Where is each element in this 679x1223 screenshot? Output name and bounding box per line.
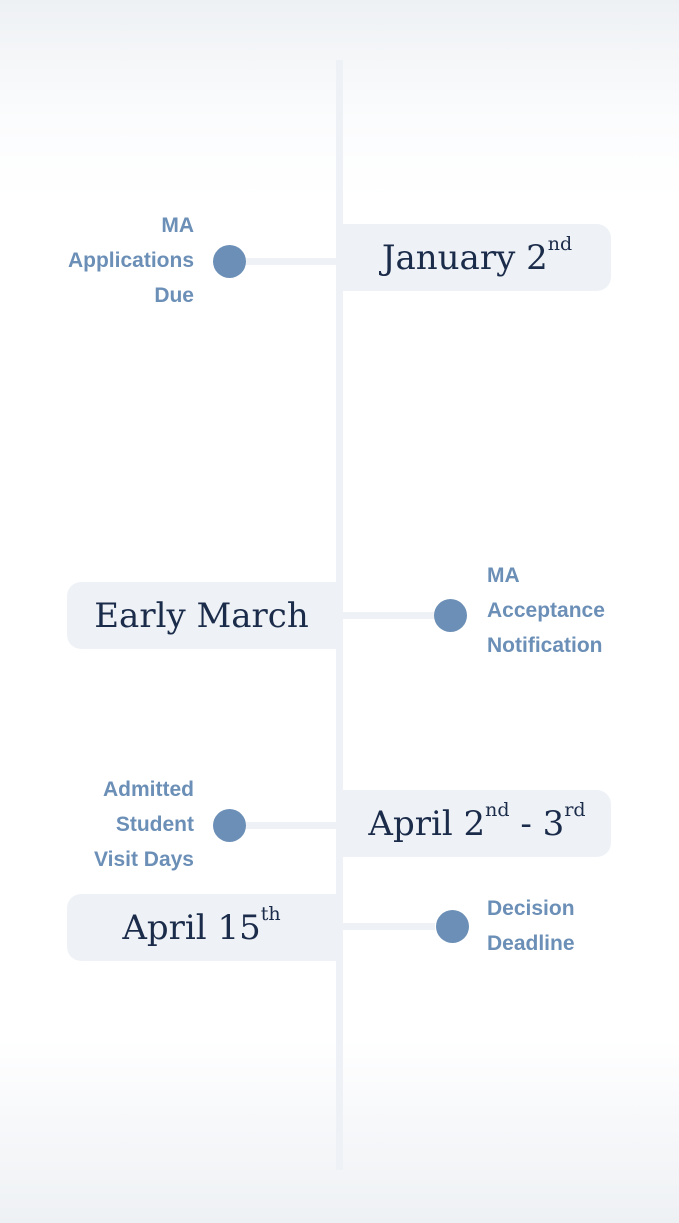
- date-text-2: Early March: [94, 595, 309, 636]
- event-label-2-line-3: Notification: [487, 634, 603, 657]
- event-label-2-line-2: Acceptance: [487, 599, 605, 622]
- connector-3: [246, 822, 338, 829]
- event-label-2: [487, 558, 605, 663]
- timeline-dot-2: [434, 599, 467, 632]
- event-label-1-line-1: MA: [161, 214, 194, 237]
- date-text-4: April 15: [122, 907, 261, 948]
- timeline-axis: [336, 60, 343, 1170]
- date-text-1: January 2: [381, 237, 548, 278]
- event-label-4-line-1: Decision: [487, 897, 575, 920]
- timeline-dot-4: [436, 910, 469, 943]
- connector-4: [343, 923, 435, 930]
- event-label-3: [94, 772, 194, 877]
- event-label-3-line-3: Visit Days: [93, 848, 194, 871]
- connector-1: [246, 258, 338, 265]
- event-label-4: [487, 891, 575, 961]
- connector-2: [343, 612, 435, 619]
- date-text-3b: - 3: [509, 803, 565, 844]
- event-label-3-line-1: Admitted: [103, 778, 194, 801]
- event-label-4-line-2: Deadline: [487, 932, 575, 955]
- event-label-2-line-1: MA: [487, 564, 520, 587]
- date-box-1: January 2 $^{nd}$: [343, 224, 611, 291]
- timeline-dot-3: [213, 809, 246, 842]
- timeline-dot-1: [213, 245, 246, 278]
- event-label-1-line-2: Applications: [67, 249, 194, 272]
- date-box-4: April 15 $^{th}$: [67, 894, 336, 961]
- date-text-3: April 2: [368, 803, 486, 844]
- event-label-1-line-3: Due: [154, 284, 194, 307]
- event-label-3-line-2: Student: [115, 813, 194, 836]
- date-box-2: [67, 582, 336, 649]
- event-label-1: [68, 208, 194, 313]
- date-box-3: April 2 $^{nd}$ - 3 $^{rd}$: [343, 790, 611, 857]
